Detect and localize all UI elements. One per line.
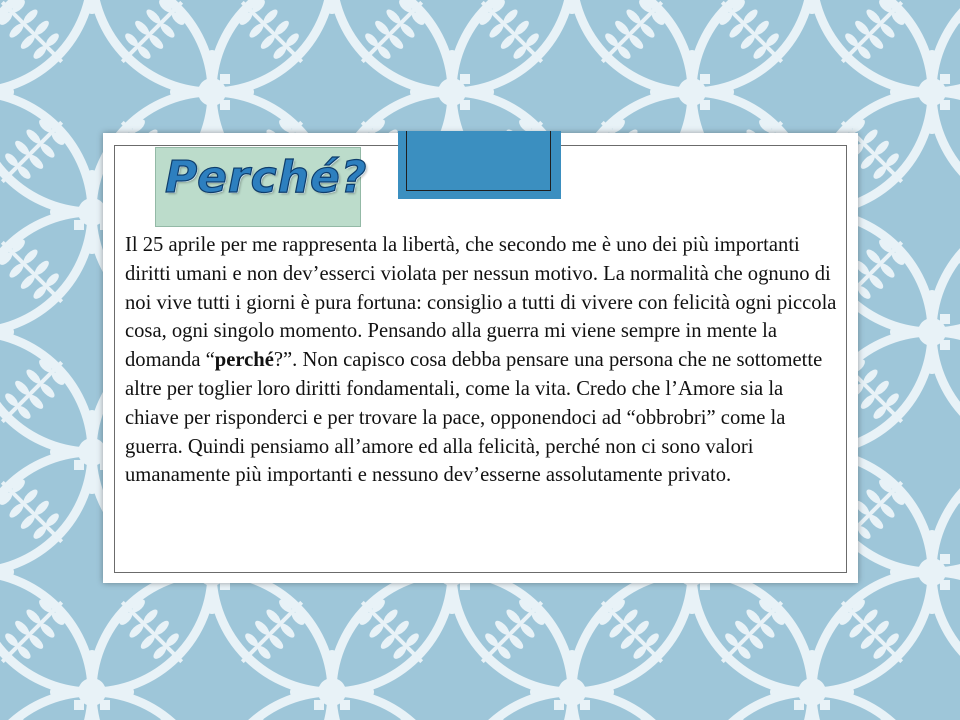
accent-tab <box>398 131 561 199</box>
accent-tab-inner-border <box>406 131 551 191</box>
body-paragraph <box>125 231 837 490</box>
body-text-bold-word: perché <box>214 349 274 372</box>
title-box <box>155 147 368 227</box>
slide-title: Perché? <box>165 152 368 203</box>
body-text-part1: Il 25 aprile per me rappresenta la libertà, che secondo me è uno dei più importanti diritti umani e non dev’esserci violata per nessun motivo. La normalità che ognuno di noi vive tutti i giorni è pura fortuna: consiglio a tutti di vivere con felicità ogni piccola cosa, ogni singolo momento. Pensando alla guerra mi viene sempre in mente la domanda “ <box>125 234 837 372</box>
body-text-part2: ?”. Non capisco cosa debba pensare una persona che ne sottomette altre per toglier loro diritti fondamentali, come la vita. Credo che l’Amore sia la chiave per risponderci e per trovare la pace, opponendoci ad “obbrobri” come la guerra. Quindi pensiamo all’amore ed alla felicità, perché non ci sono valori umanamente più importanti e nessuno dev’esserne assolutamente privato. <box>125 349 823 487</box>
